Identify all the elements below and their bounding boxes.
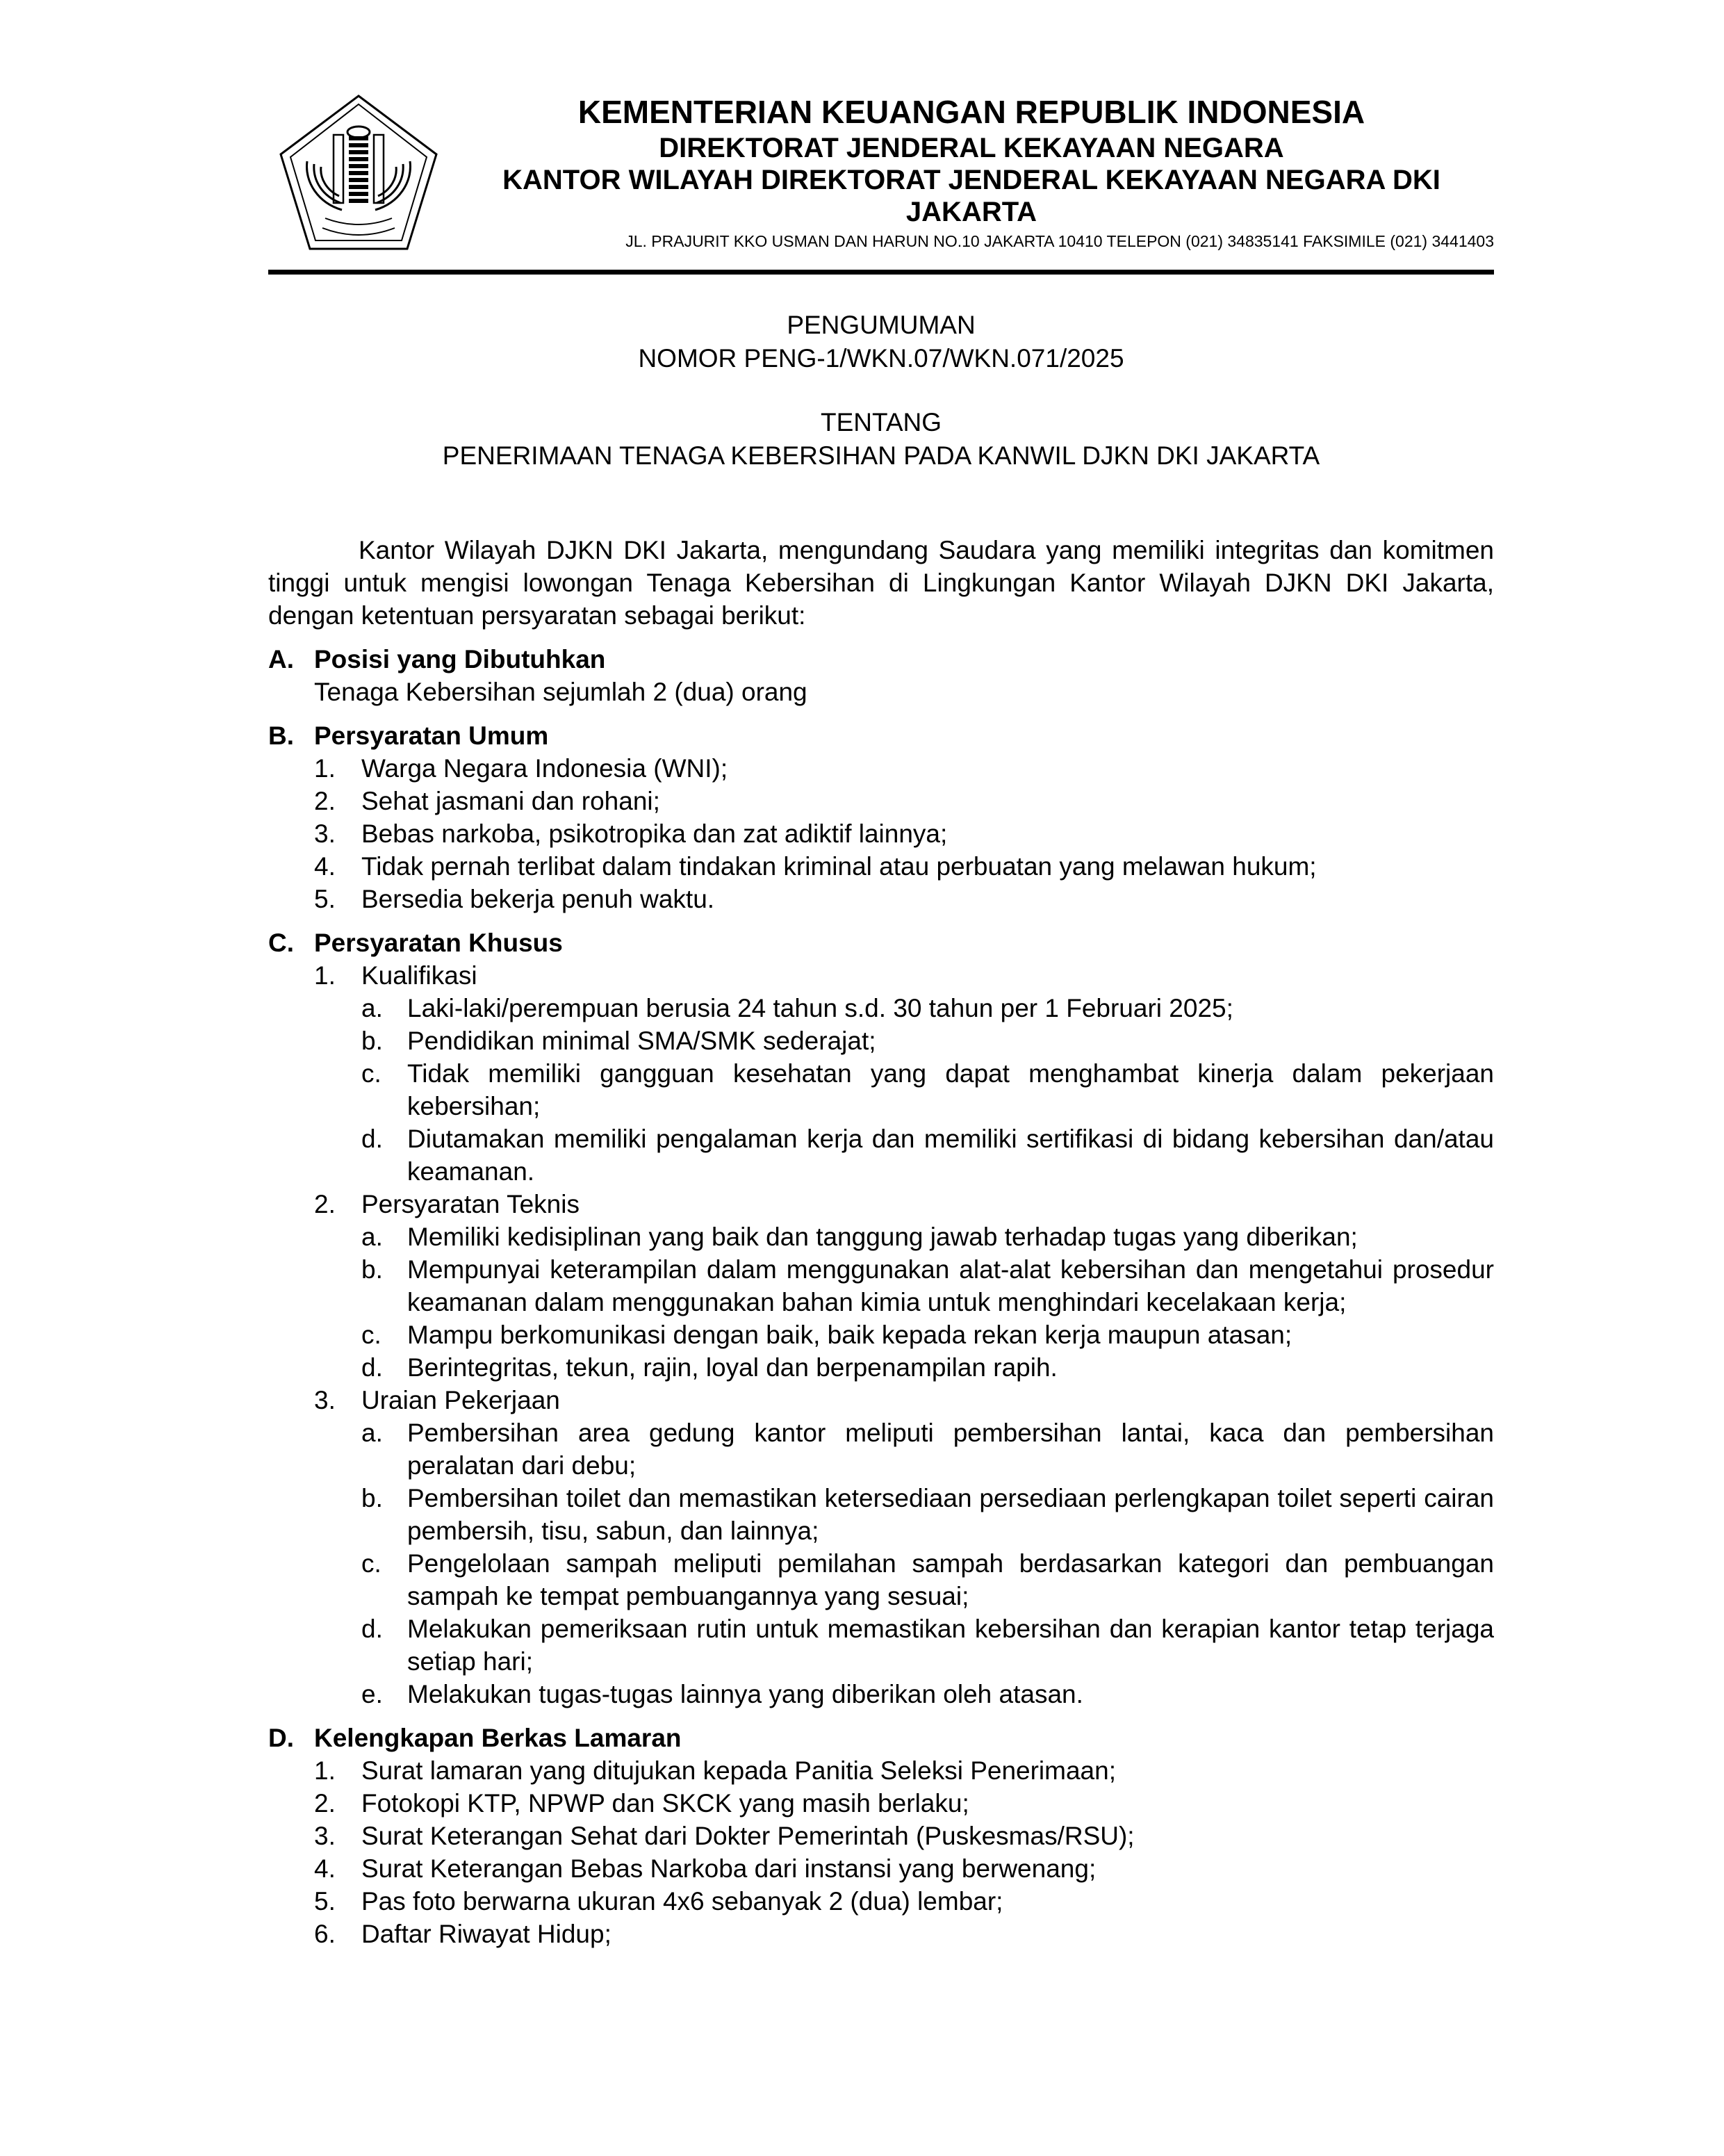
list-item: 6. Daftar Riwayat Hidup;	[314, 1920, 611, 1948]
section-letter: A.	[268, 645, 294, 673]
section-letter: C.	[268, 929, 294, 957]
section-d	[268, 1722, 1494, 1950]
list-item: d. Diutamakan memiliki pengalaman kerja dan memiliki sertifikasi di bidang kebersihan dan/atau keamanan.	[361, 1125, 1494, 1186]
list-item: 5. Bersedia bekerja penuh waktu.	[314, 885, 715, 913]
ministry-logo-icon	[277, 92, 441, 256]
announcement-heading: PENGUMUMAN	[787, 311, 976, 339]
section-heading: Persyaratan Umum	[314, 721, 549, 750]
list-item: b. Mempunyai keterampilan dalam menggunakan alat-alat kebersihan dan mengetahui prosedur keamanan dalam menggunakan bahan kimia untuk menghindari kecelakaan kerja;	[361, 1255, 1494, 1316]
section-b	[268, 719, 1494, 915]
list-item: 2. Sehat jasmani dan rohani;	[314, 787, 660, 815]
section-letter: B.	[268, 721, 294, 750]
announcement-body	[268, 534, 1494, 1950]
list-item: b. Pembersihan toilet dan memastikan ketersediaan persediaan perlengkapan toilet seperti cairan pembersih, tisu, sabun, dan lainnya;	[361, 1484, 1494, 1545]
announcement-subject: PENERIMAAN TENAGA KEBERSIHAN PADA KANWIL DJKN DKI JAKARTA	[442, 441, 1320, 470]
letterhead-text	[449, 92, 1494, 252]
list-item: 3. Surat Keterangan Sehat dari Dokter Pemerintah (Puskesmas/RSU);	[314, 1822, 1135, 1850]
list-item: c. Pengelolaan sampah meliputi pemilahan sampah berdasarkan kategori dan pembuangan sampah ke tempat pembuangannya yang sesuai;	[361, 1549, 1494, 1610]
section-heading: Posisi yang Dibutuhkan	[314, 645, 606, 673]
intro-paragraph: Kantor Wilayah DJKN DKI Jakarta, mengundang Saudara yang memiliki integritas dan komitmen tinggi untuk mengisi lowongan Tenaga Kebersihan di Lingkungan Kantor Wilayah DJKN DKI Jakarta, dengan ketentuan persyaratan sebagai berikut:	[268, 536, 1494, 630]
office-name-line2: JAKARTA	[905, 197, 1037, 227]
list-item: 4. Surat Keterangan Bebas Narkoba dari instansi yang berwenang;	[314, 1854, 1097, 1883]
section-letter: D.	[268, 1724, 294, 1752]
list-item: c. Tidak memiliki gangguan kesehatan yang dapat menghambat kinerja dalam pekerjaan kebersihan;	[361, 1059, 1494, 1120]
list-item: c. Mampu berkomunikasi dengan baik, baik kepada rekan kerja maupun atasan;	[361, 1321, 1292, 1349]
list-item: 5. Pas foto berwarna ukuran 4x6 sebanyak 2 (dua) lembar;	[314, 1887, 1003, 1916]
ministry-name: KEMENTERIAN KEUANGAN REPUBLIK INDONESIA	[577, 94, 1365, 130]
section-c	[268, 926, 1494, 1710]
directorate-name: DIREKTORAT JENDERAL KEKAYAAN NEGARA	[659, 133, 1284, 163]
list-item: 4. Tidak pernah terlibat dalam tindakan kriminal atau perbuatan yang melawan hukum;	[314, 852, 1317, 881]
list-item: d. Berintegritas, tekun, rajin, loyal dan berpenampilan rapih.	[361, 1353, 1058, 1382]
list-item: 1. Surat lamaran yang ditujukan kepada Panitia Seleksi Penerimaan;	[314, 1756, 1116, 1785]
announcement-number: NOMOR PENG-1/WKN.07/WKN.071/2025	[638, 344, 1124, 373]
office-address: JL. PRAJURIT KKO USMAN DAN HARUN NO.10 JAKARTA 10410 TELEPON (021) 34835141 FAKSIMILE (021) 3441403	[625, 232, 1494, 250]
office-name-line1: KANTOR WILAYAH DIREKTORAT JENDERAL KEKAYAAN NEGARA DKI	[502, 165, 1440, 195]
section-a-text: Tenaga Kebersihan sejumlah 2 (dua) orang	[314, 678, 807, 706]
section-heading: Kelengkapan Berkas Lamaran	[314, 1724, 682, 1752]
list-item: b. Pendidikan minimal SMA/SMK sederajat;	[361, 1027, 876, 1055]
group-title: 3. Uraian Pekerjaan	[314, 1386, 560, 1414]
group-title: 1. Kualifikasi	[314, 961, 477, 990]
section-heading: Persyaratan Khusus	[314, 929, 563, 957]
list-item: 3. Bebas narkoba, psikotropika dan zat adiktif lainnya;	[314, 819, 948, 848]
announcement-title	[268, 309, 1494, 473]
list-item: d. Melakukan pemeriksaan rutin untuk memastikan kebersihan dan kerapian kantor tetap terjaga setiap hari;	[361, 1615, 1494, 1676]
list-item: a. Pembersihan area gedung kantor meliputi pembersihan lantai, kaca dan pembersihan peralatan dari debu;	[361, 1419, 1494, 1480]
list-item: 2. Fotokopi KTP, NPWP dan SKCK yang masih berlaku;	[314, 1789, 969, 1818]
list-item: a. Laki-laki/perempuan berusia 24 tahun s.d. 30 tahun per 1 Februari 2025;	[361, 994, 1233, 1022]
section-a	[268, 643, 1494, 708]
list-item: a. Memiliki kedisiplinan yang baik dan tanggung jawab terhadap tugas yang diberikan;	[361, 1223, 1358, 1251]
letterhead	[268, 92, 1494, 274]
list-item: 1. Warga Negara Indonesia (WNI);	[314, 754, 728, 783]
announcement-about: TENTANG	[820, 408, 942, 436]
list-item: e. Melakukan tugas-tugas lainnya yang diberikan oleh atasan.	[361, 1680, 1083, 1708]
group-title: 2. Persyaratan Teknis	[314, 1190, 580, 1218]
letterhead-divider	[268, 270, 1494, 275]
